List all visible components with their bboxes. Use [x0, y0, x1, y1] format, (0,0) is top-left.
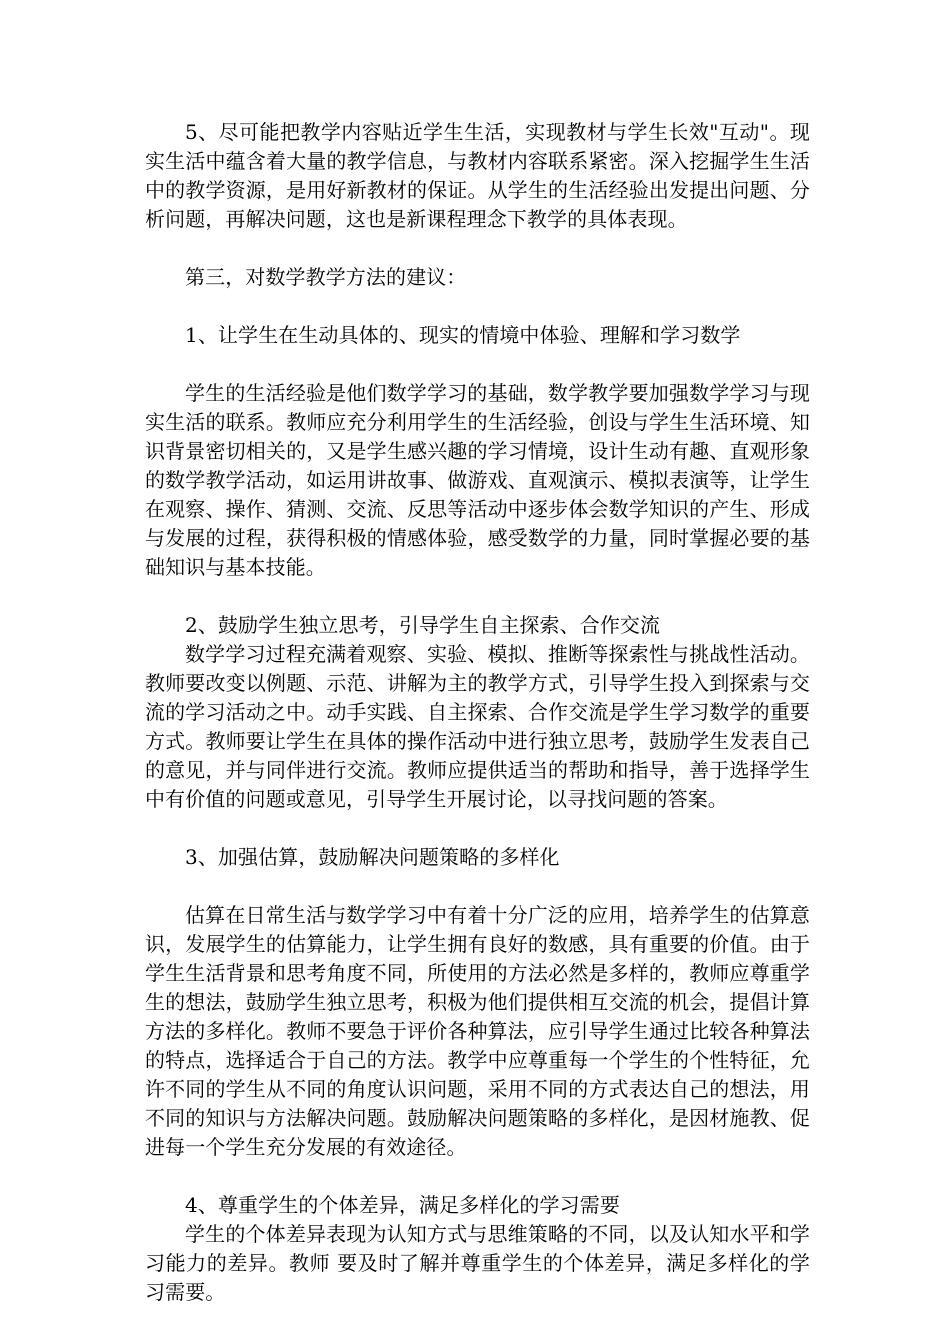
paragraph-method-3: 估算在日常生活与数学学习中有着十分广泛的应用，培养学生的估算意识，发展学生的估算能力，让学生拥有良好的数感，具有重要的价值。由于学生生活背景和思考角度不同，所使用的方法必然是多样的，教师应尊重学生的想法，鼓励学生独立思考，积极为他们提供相互交流的机会，提倡计算方法的多样化。教师不要急于评价各种算法，应引导学生通过比较各种算法的特点，选择适合于自己的方法。教学中应尊重每一个学生的个性特征，允许不同的学生从不同的角度认识问题，采用不同的方式表达自己的想法，用不同的知识与方法解决问题。鼓励解决问题策略的多样化，是因材施教、促进每一个学生充分发展的有效途径。: [145, 903, 810, 1159]
method-heading-1: 1、让学生在生动具体的、现实的情境中体验、理解和学习数学: [185, 323, 741, 347]
method-heading-3: 3、加强估算，鼓励解决问题策略的多样化: [185, 845, 560, 869]
document-body: [145, 118, 810, 1307]
paragraph-method-1: 学生的生活经验是他们数学学习的基础，数学教学要加强数学学习与现实生活的联系。教师应充分利用学生的生活经验，创设与学生生活环境、知识背景密切相关的，又是学生感兴趣的学习情境，设计生动有趣、直观形象的数学教学活动，如运用讲故事、做游戏、直观演示、模拟表演等，让学生在观察、操作、猜测、交流、反思等活动中逐步体会数学知识的产生、形成与发展的过程，获得积极的情感体验，感受数学的力量，同时掌握必要的基础知识与基本技能。: [145, 381, 810, 579]
method-heading-2: 2、鼓励学生独立思考，引导学生自主探索、合作交流: [185, 613, 661, 637]
section-heading-methods: 第三，对数学教学方法的建议：: [185, 265, 467, 289]
paragraph-method-4: 学生的个体差异表现为认知方式与思维策略的不同，以及认知水平和学习能力的差异。教师 要及时了解并尊重学生的个体差异，满足多样化的学习需要。: [145, 1222, 810, 1304]
method-heading-4: 4、尊重学生的个体差异，满足多样化的学习需要: [185, 1193, 620, 1217]
paragraph-method-2: 数学学习过程充满着观察、实验、模拟、推断等探索性与挑战性活动。教师要改变以例题、示范、讲解为主的教学方式，引导学生投入到探索与交流的学习活动之中。动手实践、自主探索、合作交流是学生学习数学的重要方式。教师要让学生在具体的操作活动中进行独立思考，鼓励学生发表自己的意见，并与同伴进行交流。教师应提供适当的帮助和指导，善于选择学生中有价值的问题或意见，引导学生开展讨论，以寻找问题的答案。: [145, 642, 810, 811]
paragraph-interaction-item-5: 5、尽可能把教学内容贴近学生生活，实现教材与学生长效"互动"。现实生活中蕴含着大量的教学信息，与教材内容联系紧密。深入挖掘学生生活中的教学资源，是用好新教材的保证。从学生的生活经验出发提出问题、分析问题，再解决问题，这也是新课程理念下教学的具体表现。: [145, 120, 810, 231]
